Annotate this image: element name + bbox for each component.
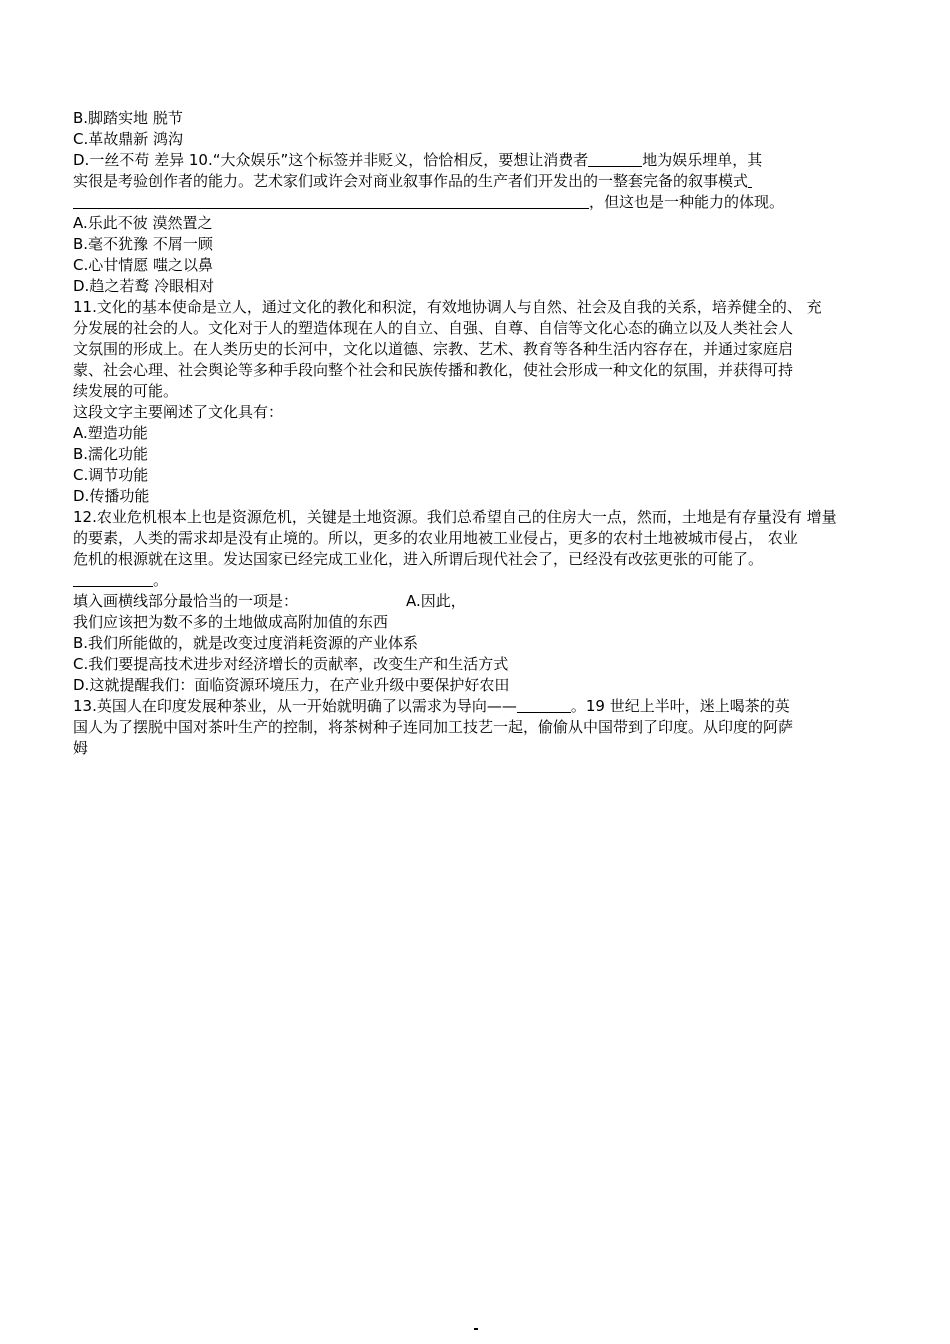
option-line: C.我们要提高技术进步对经济增长的贡献率，改变生产和生活方式 <box>73 655 509 673</box>
option-line: 我们应该把为数不多的土地做成高附加值的东西 <box>73 613 389 631</box>
option-line: D.趋之若鹜 冷眼相对 <box>73 277 215 295</box>
document-body <box>73 108 888 759</box>
question-12-line: 12.农业危机根本上也是资源危机，关键是土地资源。我们总希望自己的住房大一点，然而，土地是有存量没有 增量 <box>73 508 837 526</box>
option-line: D.传播功能 <box>73 487 150 505</box>
option-line: B.我们所能做的，就是改变过度消耗资源的产业体系 <box>73 634 419 652</box>
answer-blank <box>517 698 571 713</box>
option-line: C.革故鼎新 鸿沟 <box>73 130 184 148</box>
question-12-line <box>73 570 888 591</box>
question-11-line: 文氛围的形成上。在人类历史的长河中，文化以道德、宗教、艺术、教育等各种生活内容存在，并通过家庭启 <box>73 340 794 358</box>
text-run: 。 <box>153 571 169 589</box>
page-footer-mark <box>474 1328 478 1330</box>
question-11-line: 11.文化的基本使命是立人，通过文化的教化和积淀，有效地协调人与自然、社会及自我的关系，培养健全的、 充 <box>73 298 822 316</box>
option-line: C.心甘情愿 嗤之以鼻 <box>73 256 214 274</box>
answer-blank <box>588 152 642 167</box>
answer-blank <box>73 194 589 209</box>
question-11-line: 蒙、社会心理、社会舆论等多种手段向整个社会和民族传播和教化，使社会形成一种文化的氛围，并获得可持 <box>73 361 794 379</box>
question-10-line <box>73 150 888 171</box>
option-line: D.这就提醒我们：面临资源环境压力，在产业升级中要保护好农田 <box>73 676 510 694</box>
question-10-line <box>73 171 888 192</box>
question-13-line: 姆 <box>73 739 89 757</box>
text-run: 实很是考验创作者的能力。艺术家们或许会对商业叙事作品的生产者们开发出的一整套完备的叙事模式 <box>73 172 749 190</box>
text-run: 填入画横线部分最恰当的一项是： <box>73 592 299 610</box>
option-line: A.乐此不彼 漠然置之 <box>73 214 213 232</box>
question-12-line: 的要素，人类的需求却是没有止境的。所以，更多的农业用地被工业侵占，更多的农村土地被城市侵占， 农业 <box>73 529 798 547</box>
text-run: 13.英国人在印度发展种茶业，从一开始就明确了以需求为导向—— <box>73 697 517 715</box>
question-13-line <box>73 696 888 717</box>
question-11-line: 分发展的社会的人。文化对于人的塑造体现在人的自立、自强、自尊、自信等文化心态的确立以及人类社会人 <box>73 319 794 337</box>
option-line: B.脚踏实地 脱节 <box>73 109 183 127</box>
text-run: D.一丝不苟 差异 10.“大众娱乐”这个标签并非贬义，恰恰相反，要想让消费者 <box>73 151 589 169</box>
option-line: A.塑造功能 <box>73 424 148 442</box>
option-line: B.濡化功能 <box>73 445 149 463</box>
question-prompt: 这段文字主要阐述了文化具有： <box>73 403 284 421</box>
question-11-line: 续发展的可能。 <box>73 382 179 400</box>
answer-blank <box>73 572 153 587</box>
text-run: A.因此， <box>406 592 466 610</box>
question-10-line <box>73 192 888 213</box>
text-run: ，但这也是一种能力的体现。 <box>589 193 785 211</box>
text-run: 。19 世纪上半叶，迷上喝茶的英 <box>570 697 790 715</box>
option-line: B.毫不犹豫 不屑一顾 <box>73 235 213 253</box>
option-line: C.调节功能 <box>73 466 149 484</box>
question-prompt <box>73 591 888 612</box>
text-run: 地为娱乐埋单，其 <box>642 151 763 169</box>
answer-blank <box>748 173 752 188</box>
question-13-line: 国人为了摆脱中国对茶叶生产的控制，将茶树种子连同加工技艺一起，偷偷从中国带到了印度。从印度的阿萨 <box>73 718 794 736</box>
question-12-line: 危机的根源就在这里。发达国家已经完成工业化，进入所谓后现代社会了，已经没有改弦更张的可能了。 <box>73 550 764 568</box>
